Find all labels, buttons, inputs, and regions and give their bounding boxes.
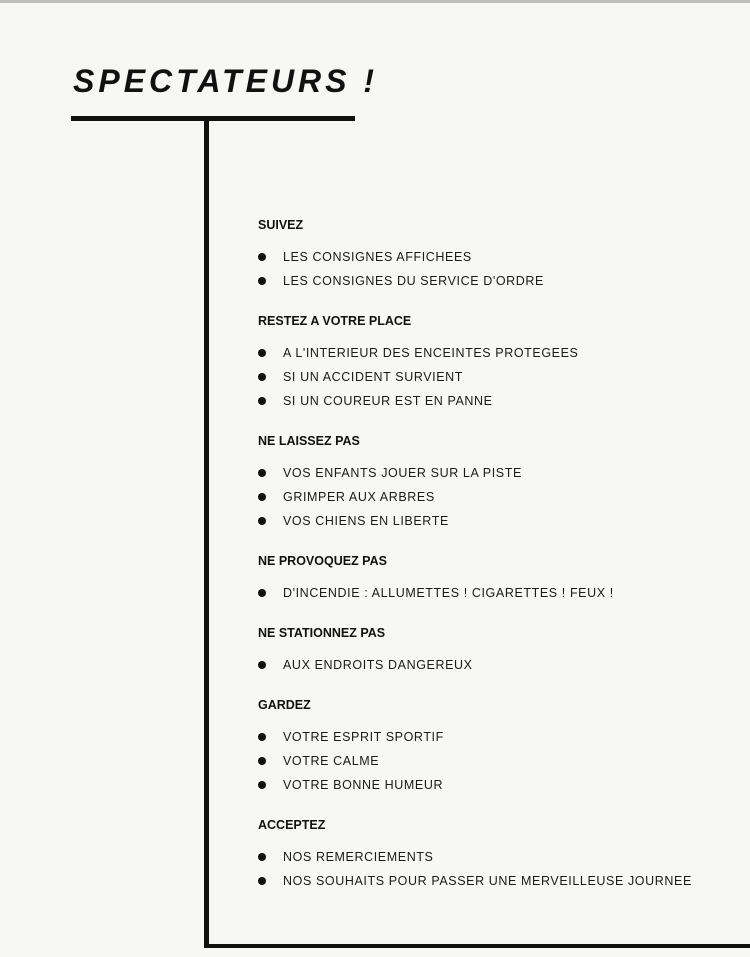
section-heading: RESTEZ A VOTRE PLACE [258, 314, 412, 328]
list-item [258, 749, 738, 773]
item-list [258, 245, 738, 293]
item-text: LES CONSIGNES AFFICHEES [283, 250, 472, 264]
list-item [258, 269, 738, 293]
item-text: D'INCENDIE : ALLUMETTES ! CIGARETTES ! FEUX ! [283, 586, 614, 600]
item-text: AUX ENDROITS DANGEREUX [283, 658, 473, 672]
item-text: VOTRE ESPRIT SPORTIF [283, 730, 444, 744]
list-item [258, 845, 738, 869]
bullet-icon [258, 877, 266, 885]
section-ne-provoquez-pas [258, 554, 738, 605]
bottom-divider [204, 944, 750, 948]
item-text: SI UN ACCIDENT SURVIENT [283, 370, 464, 384]
section-heading: NE PROVOQUEZ PAS [258, 554, 387, 568]
bullet-icon [258, 397, 266, 405]
item-text: LES CONSIGNES DU SERVICE D'ORDRE [283, 274, 544, 288]
list-item [258, 653, 738, 677]
item-text: NOS SOUHAITS POUR PASSER UNE MERVEILLEUSE JOURNEE [283, 874, 692, 888]
section-heading: NE STATIONNEZ PAS [258, 626, 386, 640]
list-item [258, 485, 738, 509]
title-underline [71, 116, 355, 121]
item-text: VOTRE CALME [283, 754, 380, 768]
item-text: A L'INTERIEUR DES ENCEINTES PROTEGEES [283, 346, 579, 360]
section-heading: SUIVEZ [258, 218, 304, 232]
list-item [258, 725, 738, 749]
list-item [258, 461, 738, 485]
item-text: VOTRE BONNE HUMEUR [283, 778, 444, 792]
bullet-icon [258, 757, 266, 765]
page-title: SPECTATEURS ! [73, 63, 379, 99]
section-restez-a-votre-place [258, 314, 738, 413]
bullet-icon [258, 349, 266, 357]
item-text: GRIMPER AUX ARBRES [283, 490, 435, 504]
item-text: VOS CHIENS EN LIBERTE [283, 514, 449, 528]
item-list [258, 653, 738, 677]
list-item [258, 773, 738, 797]
item-list [258, 725, 738, 797]
bullet-icon [258, 469, 266, 477]
bullet-icon [258, 277, 266, 285]
vertical-divider [204, 121, 209, 947]
list-item [258, 509, 738, 533]
item-list [258, 581, 738, 605]
bullet-icon [258, 517, 266, 525]
item-list [258, 341, 738, 413]
bullet-icon [258, 589, 266, 597]
bullet-icon [258, 781, 266, 789]
section-acceptez [258, 818, 738, 893]
bullet-icon [258, 661, 266, 669]
bullet-icon [258, 493, 266, 501]
item-text: NOS REMERCIEMENTS [283, 850, 434, 864]
section-heading: ACCEPTEZ [258, 818, 326, 832]
item-list [258, 845, 738, 893]
list-item [258, 245, 738, 269]
section-ne-stationnez-pas [258, 626, 738, 677]
item-list [258, 461, 738, 533]
bullet-icon [258, 853, 266, 861]
bullet-icon [258, 733, 266, 741]
section-heading: GARDEZ [258, 698, 311, 712]
section-ne-laissez-pas [258, 434, 738, 533]
list-item [258, 389, 738, 413]
list-item [258, 581, 738, 605]
section-gardez [258, 698, 738, 797]
list-item [258, 341, 738, 365]
item-text: SI UN COUREUR EST EN PANNE [283, 394, 493, 408]
rules-list [258, 218, 738, 914]
bullet-icon [258, 253, 266, 261]
list-item [258, 869, 738, 893]
bullet-icon [258, 373, 266, 381]
item-text: VOS ENFANTS JOUER SUR LA PISTE [283, 466, 522, 480]
section-suivez [258, 218, 738, 293]
section-heading: NE LAISSEZ PAS [258, 434, 360, 448]
page-top-edge [0, 0, 750, 3]
list-item [258, 365, 738, 389]
